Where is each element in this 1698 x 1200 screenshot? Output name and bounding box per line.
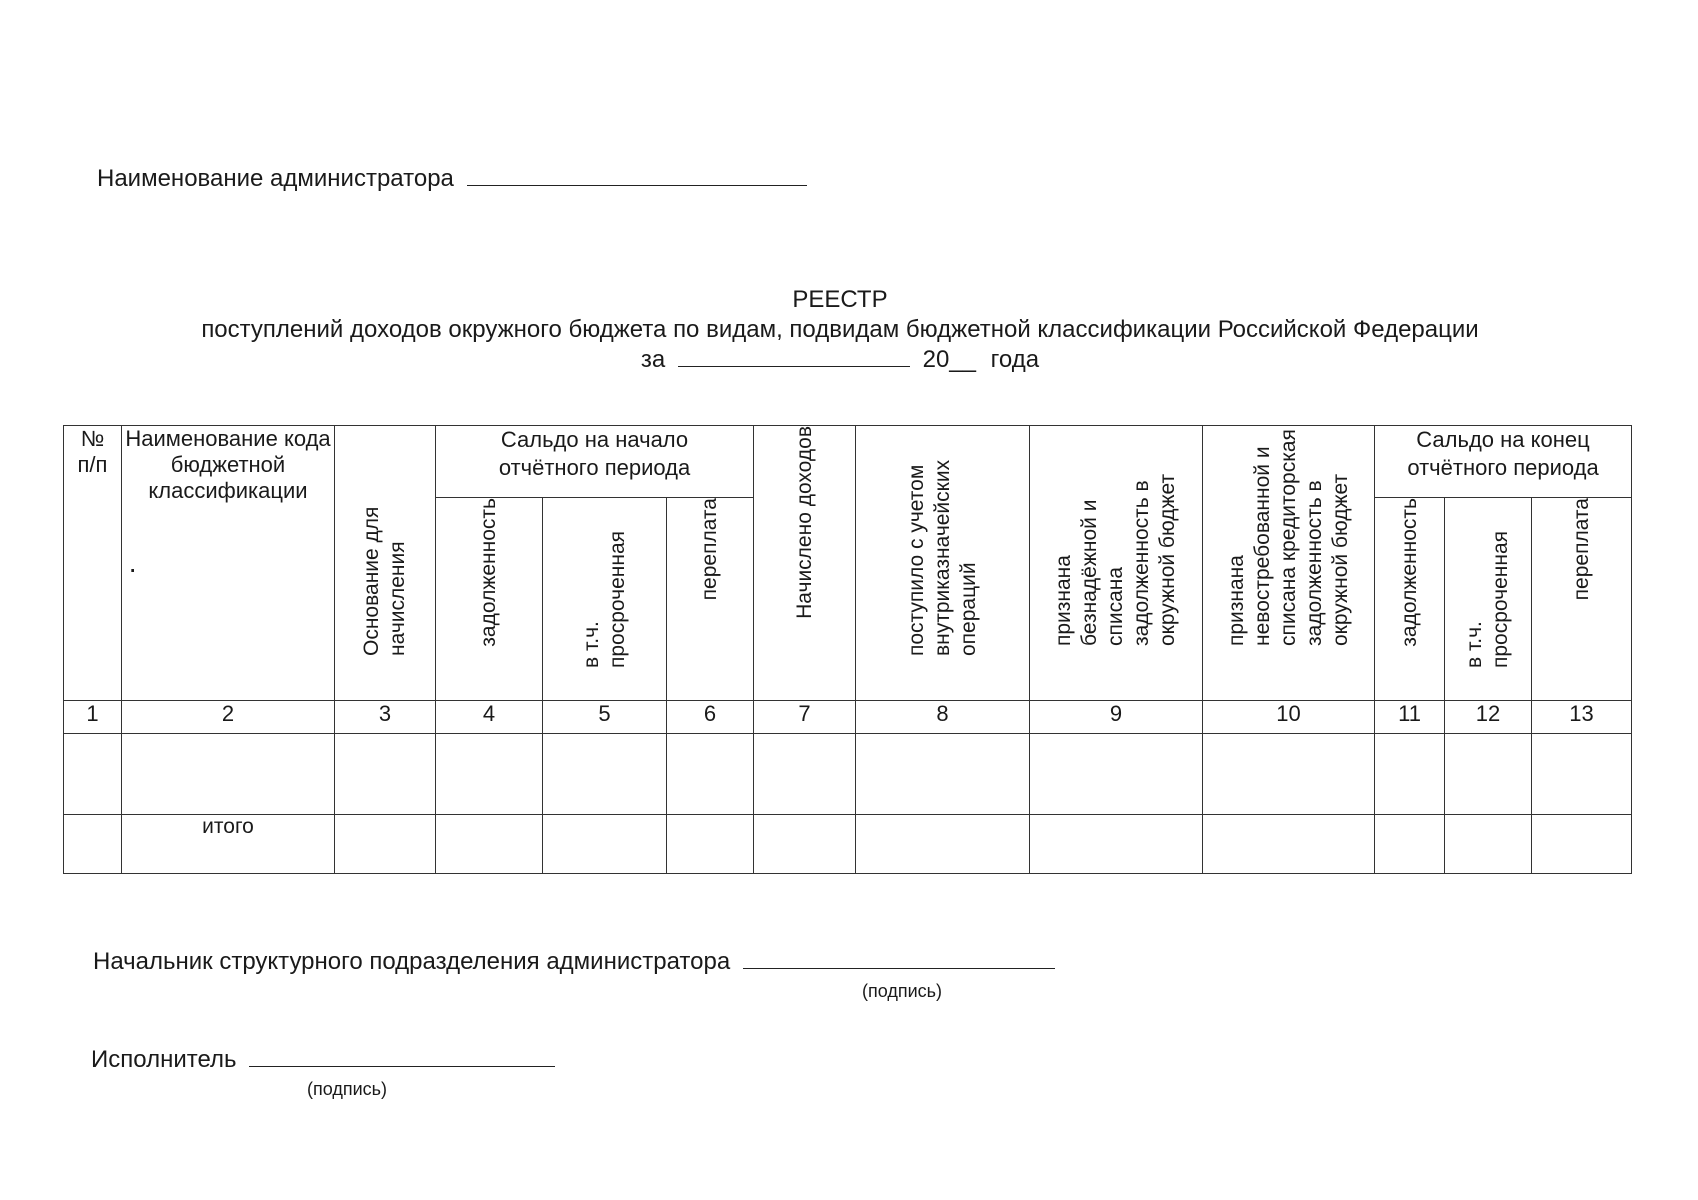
period-suffix: года <box>990 346 1040 373</box>
start-debt-header: задолженность <box>436 497 543 700</box>
data-cell[interactable] <box>1030 734 1203 815</box>
data-cell[interactable] <box>122 734 335 815</box>
group-start-balance-header: Сальдо на начало отчётного периода <box>436 426 754 498</box>
administrator-label: Наименование администратора <box>97 165 454 192</box>
column-number: 1 <box>64 701 122 734</box>
column-number: 3 <box>335 701 436 734</box>
column-number: 7 <box>754 701 856 734</box>
data-cell[interactable] <box>1203 734 1375 815</box>
data-cell[interactable] <box>667 734 754 815</box>
total-label: итого <box>122 815 335 874</box>
total-cell[interactable] <box>543 815 667 874</box>
executor-signature-caption: (подпись) <box>307 1079 388 1099</box>
data-cell[interactable] <box>1532 734 1632 815</box>
end-overpay-header: переплата <box>1532 497 1632 700</box>
column-numbers-row <box>64 701 1632 734</box>
data-cell[interactable] <box>1375 734 1445 815</box>
col-number-header: № п/п <box>64 426 122 701</box>
group-end-balance-header: Сальдо на конец отчётного периода <box>1375 426 1632 498</box>
document-title <box>0 285 1680 375</box>
title-period <box>0 345 1680 375</box>
total-cell[interactable] <box>1445 815 1532 874</box>
chief-signature-caption: (подпись) <box>862 981 943 1001</box>
data-cell[interactable] <box>856 734 1030 815</box>
start-overdue-header: в т.ч. просроченная <box>543 497 667 700</box>
administrator-blank[interactable] <box>467 165 807 186</box>
col-writeoff-credit-header: признана невостребованной и списана кредиторская задолженность в окружной бюджет <box>1203 426 1375 701</box>
chief-signature-blank[interactable] <box>743 948 1055 969</box>
chief-label: Начальник структурного подразделения администратора <box>93 948 731 975</box>
total-cell[interactable] <box>1030 815 1203 874</box>
col-received-header: поступило с учетом внутриказначейских операций <box>856 426 1030 701</box>
data-cell[interactable] <box>1445 734 1532 815</box>
column-number: 11 <box>1375 701 1445 734</box>
total-cell[interactable] <box>1532 815 1632 874</box>
total-cell[interactable] <box>754 815 856 874</box>
column-number: 2 <box>122 701 335 734</box>
data-cell[interactable] <box>64 734 122 815</box>
column-number: 6 <box>667 701 754 734</box>
start-overpay-header: переплата <box>667 497 754 700</box>
title-subtitle: поступлений доходов окружного бюджета по видам, подвидам бюджетной классификации Российской Федерации <box>201 316 1479 343</box>
end-debt-header: задолженность <box>1375 497 1445 700</box>
title-registry: РЕЕСТР <box>792 286 888 313</box>
period-month-blank[interactable] <box>678 346 910 367</box>
registry-table <box>63 425 1632 874</box>
header-row-top <box>64 426 1632 498</box>
table-row <box>64 734 1632 815</box>
total-cell[interactable] <box>856 815 1030 874</box>
col-accrued-header: Начислено доходов <box>754 426 856 701</box>
col-code-header: Наименование кода бюджетной классификации · <box>122 426 335 701</box>
data-cell[interactable] <box>335 734 436 815</box>
column-number: 13 <box>1532 701 1632 734</box>
column-number: 5 <box>543 701 667 734</box>
period-year: 20__ <box>922 346 976 373</box>
data-cell[interactable] <box>436 734 543 815</box>
end-overdue-header: в т.ч. просроченная <box>1445 497 1532 700</box>
total-cell[interactable] <box>436 815 543 874</box>
total-cell[interactable] <box>335 815 436 874</box>
chief-signature-line <box>93 948 1055 976</box>
executor-signature-line <box>91 1046 555 1074</box>
total-row <box>64 815 1632 874</box>
executor-signature-blank[interactable] <box>249 1046 555 1067</box>
col-basis-header: Основание для начисления <box>335 426 436 701</box>
total-cell[interactable] <box>667 815 754 874</box>
stray-dot: · <box>128 553 138 584</box>
column-number: 8 <box>856 701 1030 734</box>
column-number: 10 <box>1203 701 1375 734</box>
column-number: 12 <box>1445 701 1532 734</box>
col-writeoff-debt-header: признана безнадёжной и списана задолженность в окружной бюджет <box>1030 426 1203 701</box>
column-number: 9 <box>1030 701 1203 734</box>
data-cell[interactable] <box>543 734 667 815</box>
executor-label: Исполнитель <box>91 1046 237 1073</box>
total-cell[interactable] <box>64 815 122 874</box>
administrator-line <box>97 165 807 193</box>
total-cell[interactable] <box>1375 815 1445 874</box>
total-cell[interactable] <box>1203 815 1375 874</box>
data-cell[interactable] <box>754 734 856 815</box>
period-prefix: за <box>640 346 666 373</box>
column-number: 4 <box>436 701 543 734</box>
